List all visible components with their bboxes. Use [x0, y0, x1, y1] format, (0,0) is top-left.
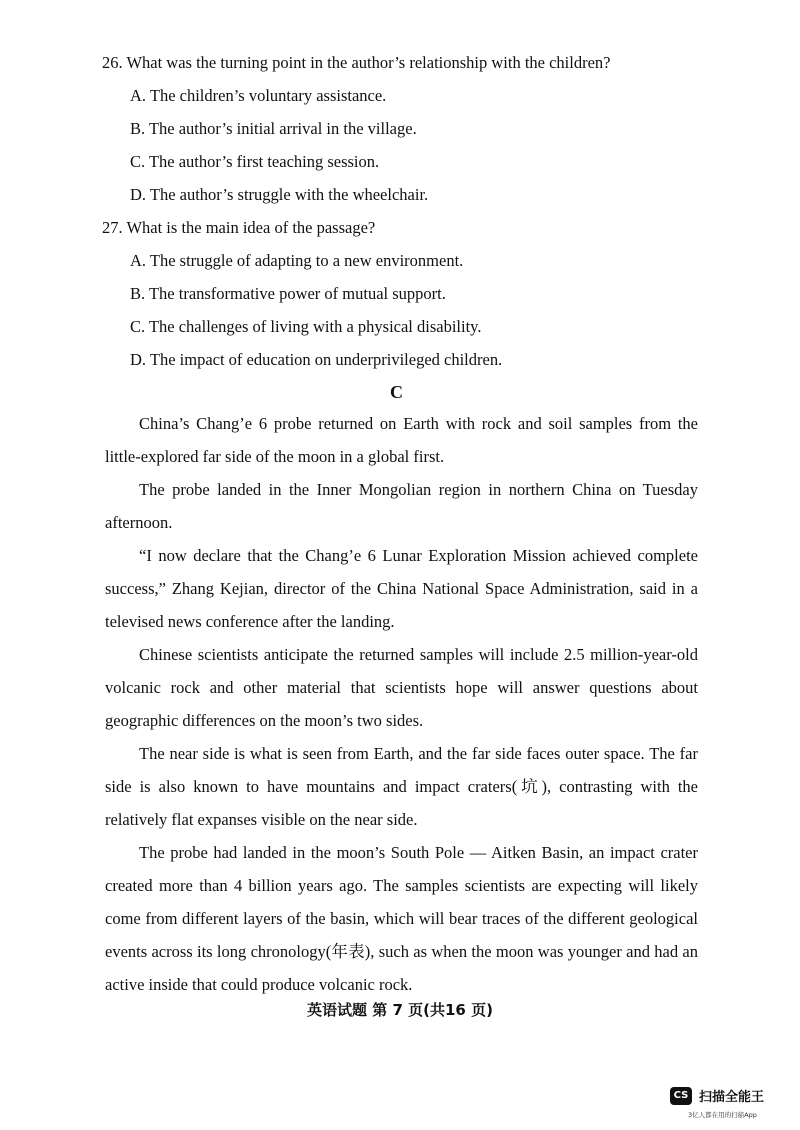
question-27-stem: 27. What is the main idea of the passage?	[102, 218, 376, 237]
passage-paragraph-1: China’s Chang’e 6 probe returned on Earth with rock and soil samples from the little-explored far side of the moon in a global first.	[105, 414, 698, 466]
passage-paragraph-5: The near side is what is seen from Earth, and the far side faces outer space. The far side is also known to have mountains and impact craters(坑), contrasting with the relatively flat expanses visible on the near side.	[105, 744, 698, 829]
scanner-watermark	[670, 1086, 790, 1119]
passage-paragraph-3: “I now declare that the Chang’e 6 Lunar Exploration Mission achieved complete success,” Zhang Kejian, director of the China National Space Administration, said in a televised news conference after the landing.	[105, 546, 698, 631]
watermark-app-name: 扫描全能王	[699, 1090, 765, 1105]
passage-paragraph-6: The probe had landed in the moon’s South Pole — Aitken Basin, an impact crater created more than 4 billion years ago. The samples scientists are expecting will likely come from different layers of the basin, which will bear traces of the different geological events across its long chronology(年表), such as when the moon was younger and had an active inside that could produce volcanic rock.	[105, 843, 698, 994]
page-footer: 英语试题 第 7 页(共16 页)	[307, 1001, 493, 1019]
watermark-tagline: 3亿人都在用的扫描App	[688, 1111, 757, 1119]
question-26-option-d: D. The author’s struggle with the wheelchair.	[130, 185, 429, 204]
passage-paragraph-4: Chinese scientists anticipate the returned samples will include 2.5 million-year-old volcanic rock and other material that scientists hope will answer questions about geographic differences on the moon’s two sides.	[105, 645, 698, 730]
question-27-option-a: A. The struggle of adapting to a new environment.	[130, 251, 464, 270]
question-27-option-b: B. The transformative power of mutual support.	[130, 284, 446, 303]
question-26-stem: 26. What was the turning point in the author’s relationship with the children?	[102, 53, 611, 72]
question-26-option-b: B. The author’s initial arrival in the village.	[130, 119, 417, 138]
camscanner-logo-icon: CS	[670, 1087, 692, 1105]
passage-paragraph-2: The probe landed in the Inner Mongolian region in northern China on Tuesday afternoon.	[105, 480, 698, 532]
question-26-option-c: C. The author’s first teaching session.	[130, 152, 380, 171]
question-27-option-d: D. The impact of education on underprivileged children.	[130, 350, 503, 369]
question-26-option-a: A. The children’s voluntary assistance.	[130, 86, 387, 105]
section-heading: C	[390, 382, 403, 402]
question-27-option-c: C. The challenges of living with a physical disability.	[130, 317, 482, 336]
